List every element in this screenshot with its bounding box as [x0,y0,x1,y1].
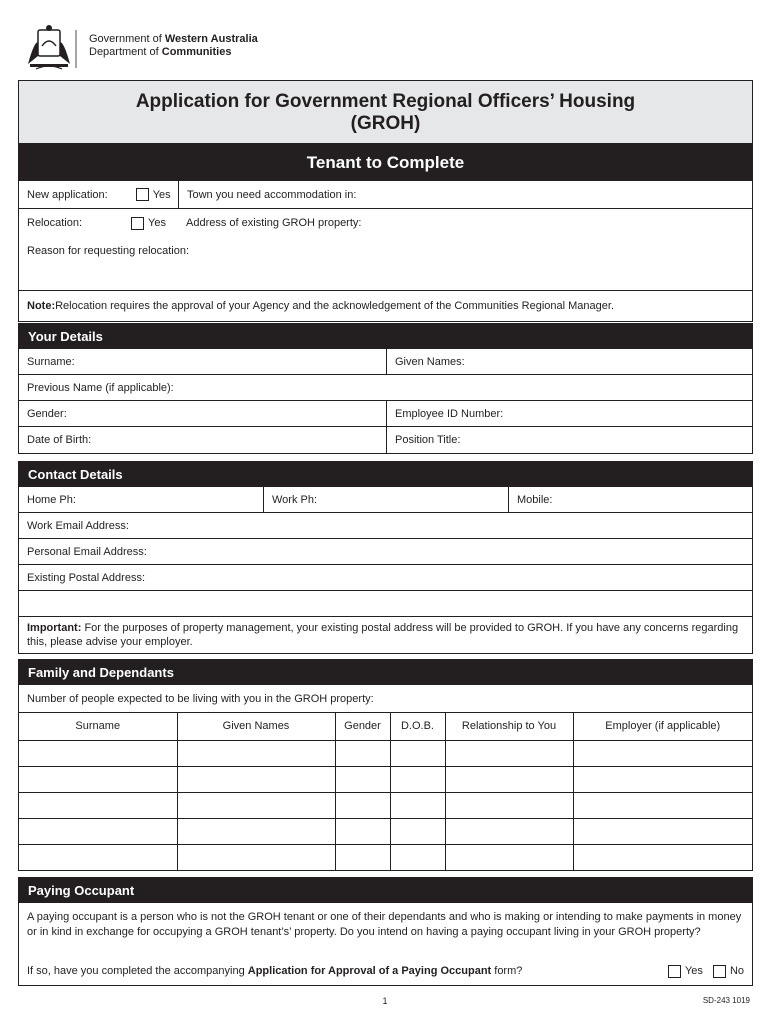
dob-field[interactable]: Date of Birth: [27,434,92,446]
position-title-field[interactable]: Position Title: [386,427,752,453]
postal-address-line-2[interactable] [19,591,752,617]
relocation-note: Note: Relocation requires the approval of your Agency and the acknowledgement of the Communities Regional Manager. [27,300,614,312]
relocation-yes-checkbox[interactable] [131,217,144,230]
table-row [19,766,752,792]
town-field[interactable]: Town you need accommodation in: [178,181,752,208]
column-header: Gender [335,713,390,740]
previous-name-field[interactable]: Previous Name (if applicable): [27,381,174,394]
new-application-yes-checkbox[interactable] [136,188,149,201]
groh-application-form [18,80,753,322]
column-header: D.O.B. [390,713,445,740]
existing-address-field[interactable]: Address of existing GROH property: [186,217,362,229]
dependants-table [19,713,752,870]
page-number: 1 [382,996,388,1006]
column-header: Surname [19,713,177,740]
people-count-field[interactable]: Number of people expected to be living with you in the GROH property: [27,692,374,705]
relocation-block: Relocation: Yes Address of existing GROH property: Reason for requesting relocation: [19,209,752,265]
column-header: Employer (if applicable) [573,713,752,740]
paying-occupant-no-checkbox[interactable] [713,965,726,978]
personal-email-field[interactable]: Personal Email Address: [27,545,147,558]
home-phone-field[interactable]: Home Ph: [27,493,76,506]
employee-id-field[interactable]: Employee ID Number: [386,401,752,426]
paying-occupant-section: Paying Occupant A paying occupant is a person who is not the GROH tenant or one of their dependants and who is making or intending to make payments in money or in kind in exchange for occupying a GROH tenant’s’ property. Do you intend on having a paying occupant living in your GROH property? If so, have you completed the accompanying Application for Approval of a Paying Occupant form? Yes No [18,877,753,986]
contact-details-heading: Contact Details [19,461,752,487]
surname-field[interactable]: Surname: [27,355,75,368]
wa-government-crest-logo [24,24,86,72]
new-application-row: New application: Yes Town you need accommodation in: [19,181,752,209]
gender-field[interactable]: Gender: [27,407,67,420]
postal-address-field[interactable]: Existing Postal Address: [27,571,146,584]
table-row [19,844,752,870]
work-email-field[interactable]: Work Email Address: [27,519,129,532]
important-note: Important: For the purposes of property management, your existing postal address will be provided to GROH. If you have any concerns regarding this, please advise your employer. [27,622,739,648]
paying-occupant-yes-checkbox[interactable] [668,965,681,978]
column-header: Relationship to You [445,713,573,740]
family-section [18,659,753,871]
table-row [19,740,752,766]
contact-details-section [18,461,753,654]
mobile-field[interactable]: Mobile: [508,487,752,512]
reason-field[interactable]: Reason for requesting relocation: [27,245,190,257]
given-names-field[interactable]: Given Names: [386,349,752,374]
family-heading: Family and Dependants [19,659,752,685]
form-code: SD-243 1019 [702,996,750,1005]
form-title: Application for Government Regional Officers’ Housing (GROH) [19,81,752,144]
paying-occupant-question: If so, have you completed the accompanying Application for Approval of a Paying Occupant form? [27,965,523,977]
tenant-section-heading: Tenant to Complete [19,144,752,181]
paying-occupant-description: A paying occupant is a person who is not the GROH tenant or one of their dependants and who is making or intending to make payments in money or in kind in exchange for occupying a GROH tenant’s’ property. Do you intend on having a paying occupant living in your GROH property? [27,911,742,938]
table-row [19,792,752,818]
table-row [19,818,752,844]
your-details-section [18,323,753,454]
your-details-heading: Your Details [19,323,752,349]
paying-occupant-heading: Paying Occupant [19,877,752,903]
column-header: Given Names [177,713,335,740]
work-phone-field[interactable]: Work Ph: [263,487,508,512]
agency-name: Government of Western Australia Department of Communities [89,33,258,58]
